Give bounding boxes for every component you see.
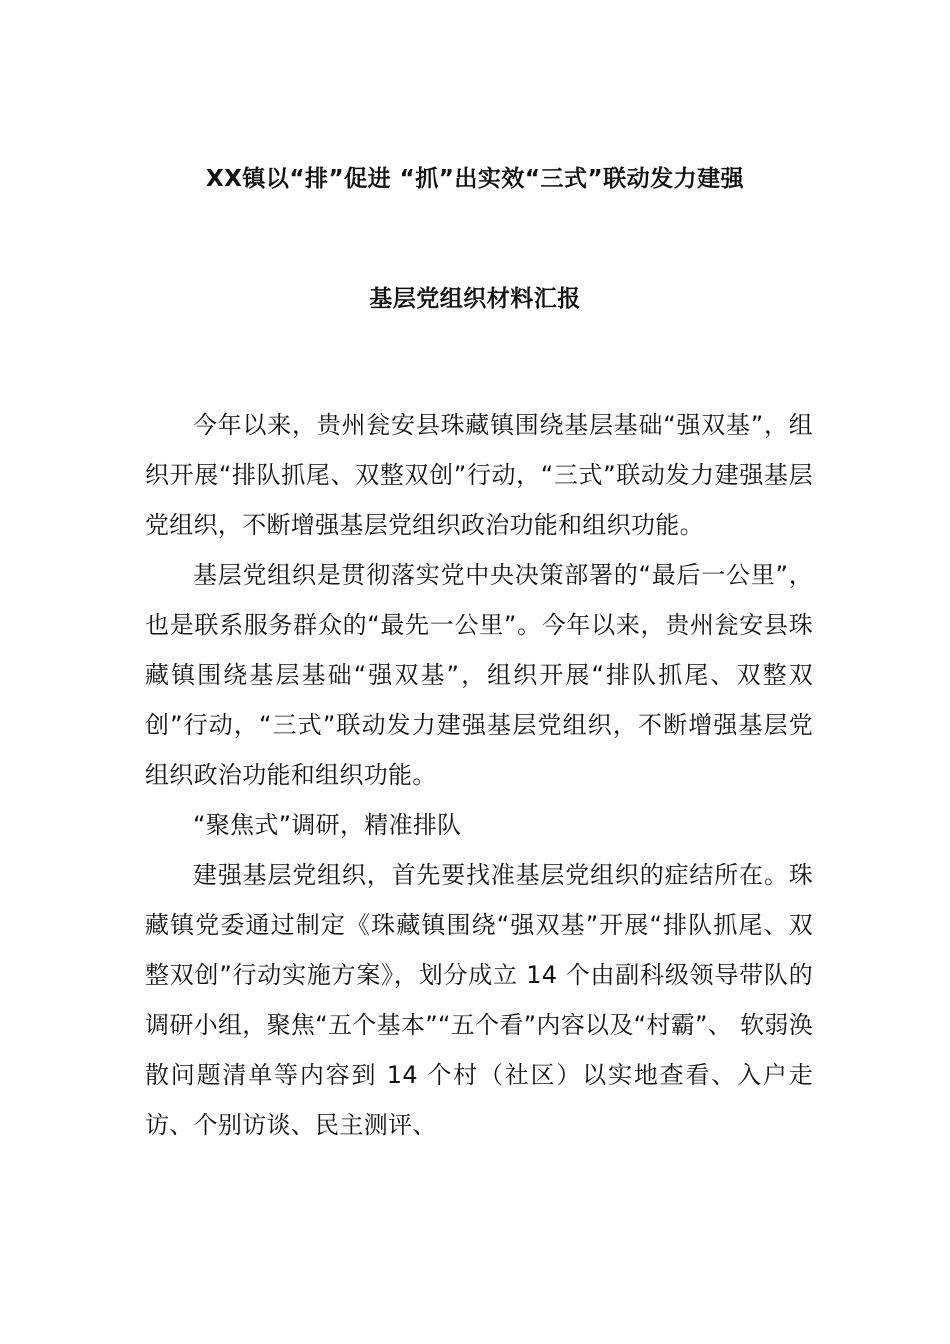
paragraph-research: 建强基层党组织，首先要找准基层党组织的症结所在。珠藏镇党委通过制定《珠藏镇围绕“强双基”开展“排队抓尾、双整双创”行动实施方案》，划分成立 14 个由副科级领导带队的调研小组，聚焦“五个基本”“五个看”内容以及“村霸”、 软弱涣散问题清单等内容到 14 个村（社区）以实地查看、入户走访、个别访谈、民主测评、 bbox=[145, 861, 813, 1139]
paragraph-background: 基层党组织是贯彻落实党中央决策部署的“最后一公里”，也是联系服务群众的“最先一公里”。今年以来，贵州瓮安县珠藏镇围绕基层基础“强双基”，组织开展“排队抓尾、双整双创”行动，“三式”联动发力建强基层党组织，不断增强基层党组织政治功能和组织功能。 bbox=[145, 561, 813, 789]
paragraph-intro: 今年以来，贵州瓮安县珠藏镇围绕基层基础“强双基”，组织开展“排队抓尾、双整双创”行动，“三式”联动发力建强基层党组织，不断增强基层党组织政治功能和组织功能。 bbox=[145, 411, 813, 539]
document-body bbox=[145, 400, 813, 1150]
section-heading: “聚焦式”调研，精准排队 bbox=[193, 811, 462, 839]
document-title-line-2: 基层党组织材料汇报 bbox=[369, 286, 581, 312]
document-title-line-1: XX镇以“排”促进 “抓”出实效“三式”联动发力建强 bbox=[205, 166, 745, 192]
